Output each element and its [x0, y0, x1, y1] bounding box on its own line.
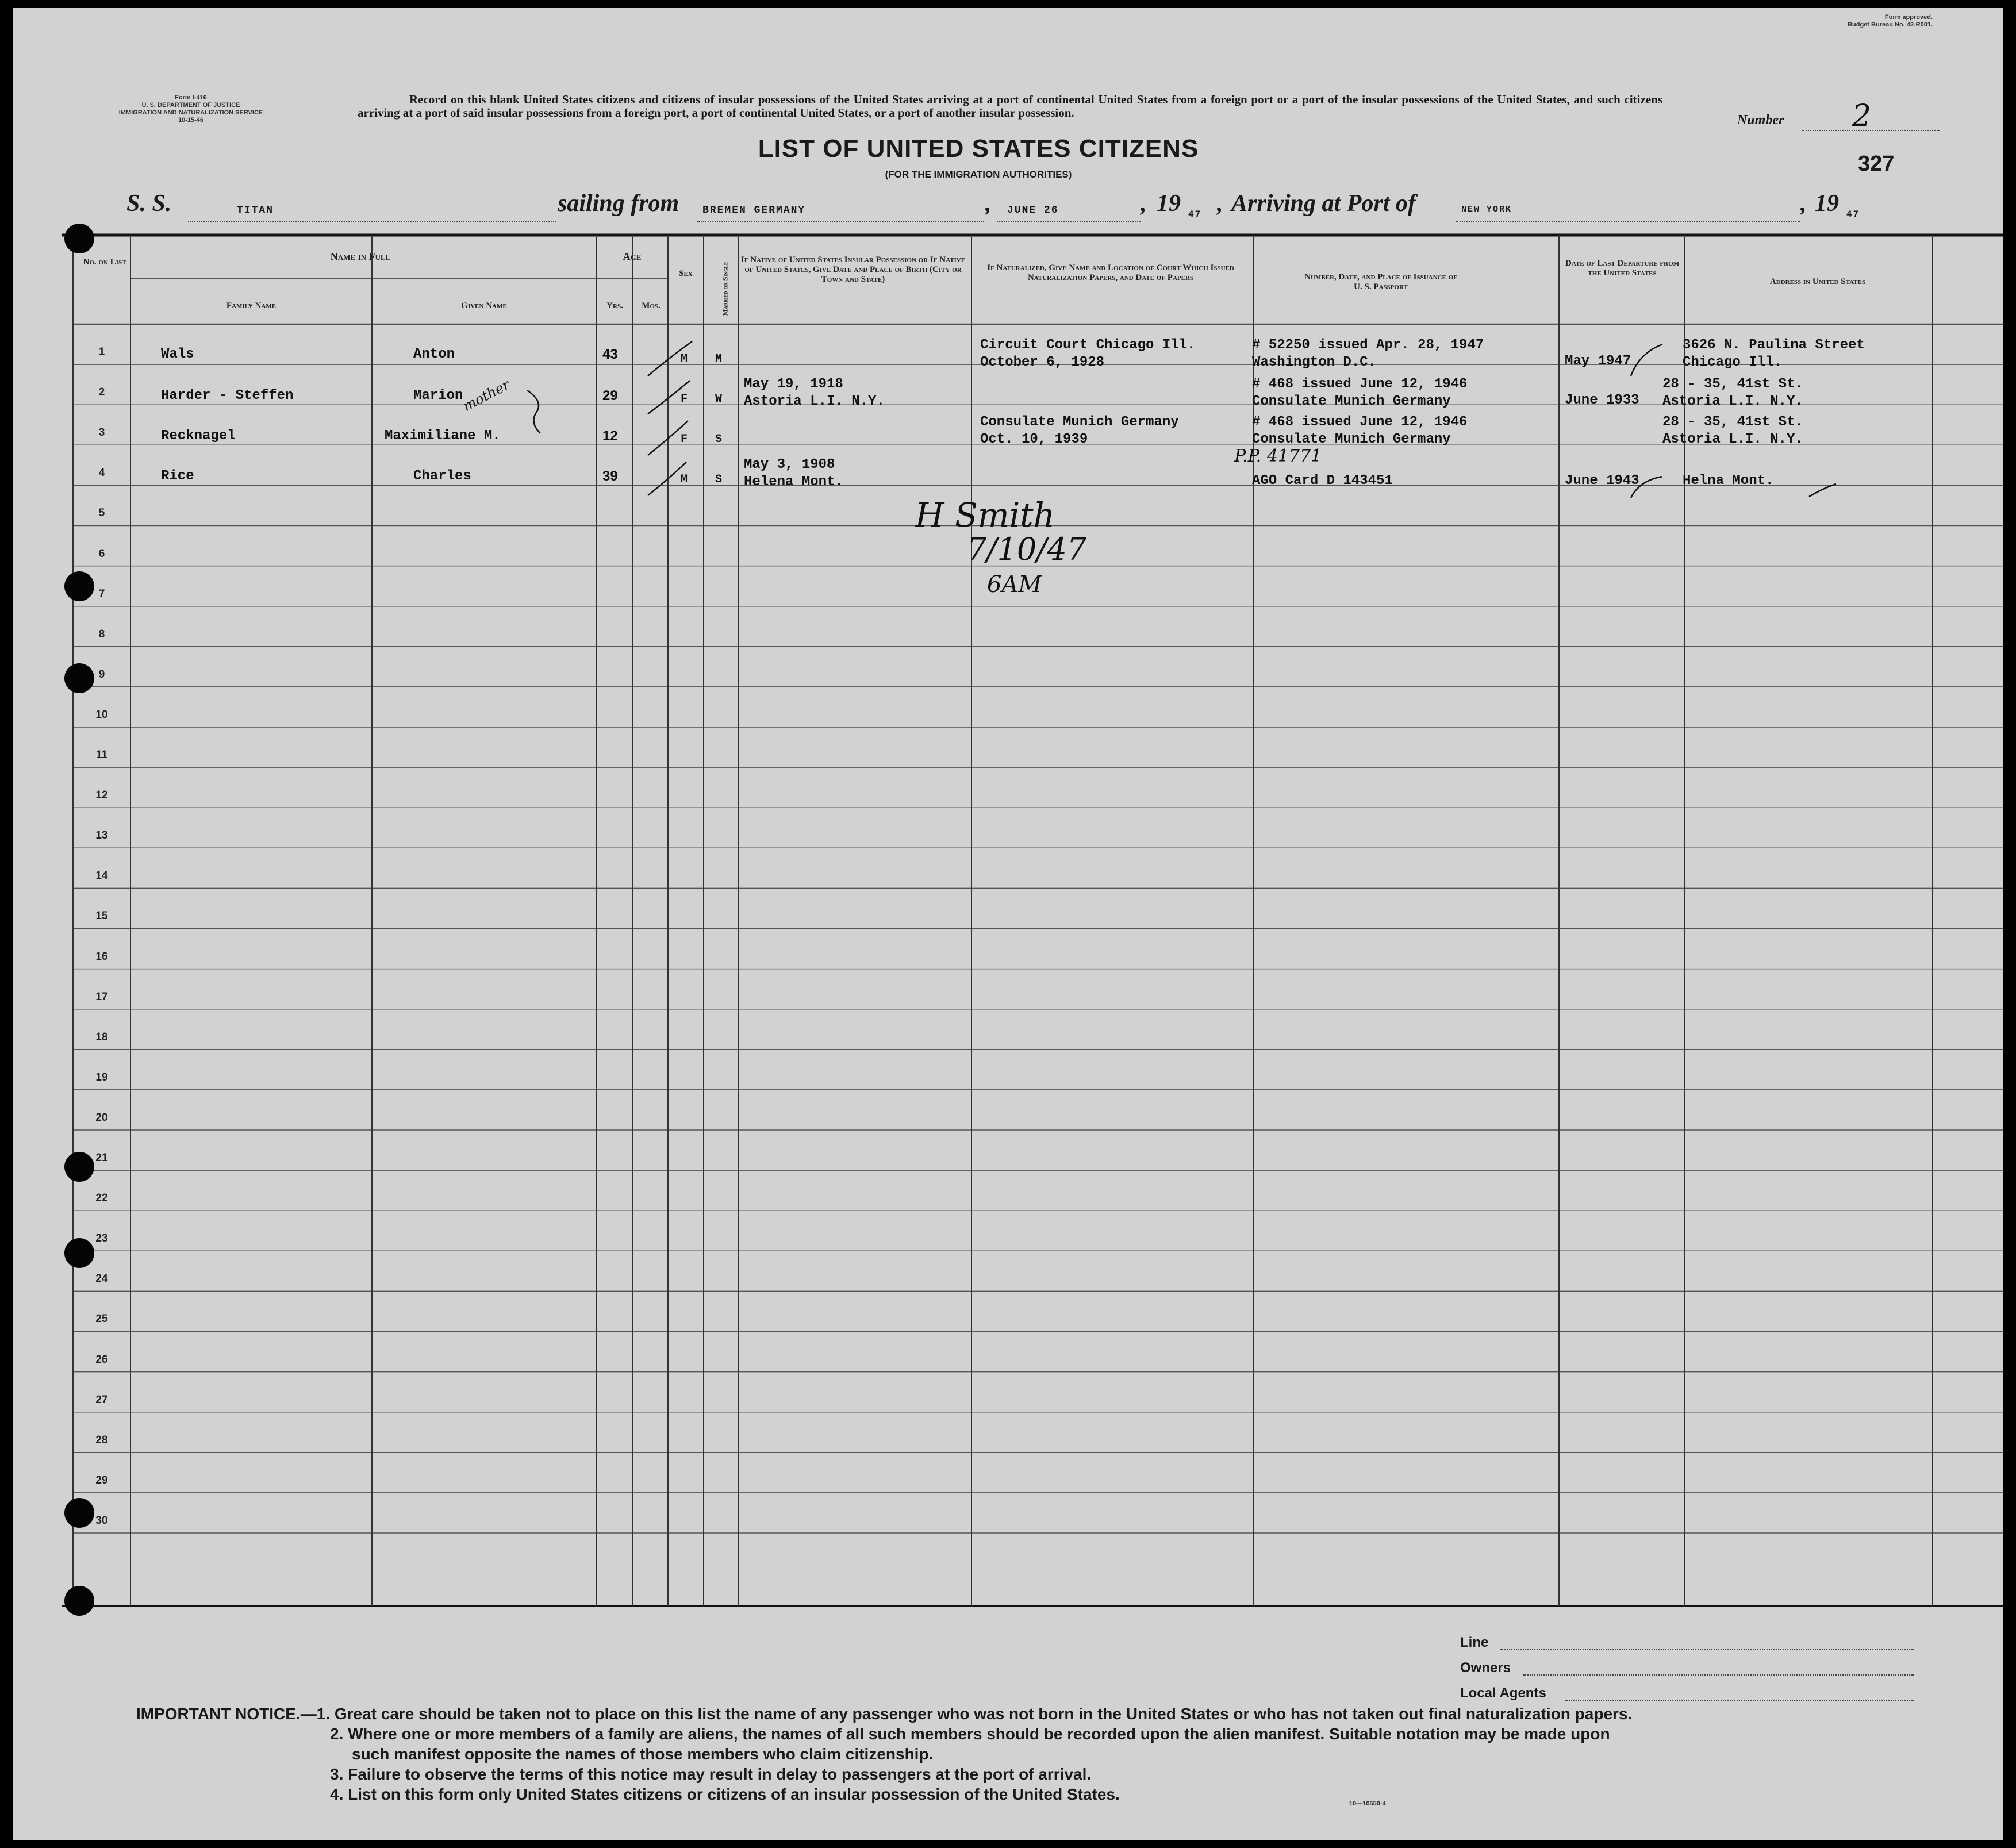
sex: F: [681, 433, 688, 446]
form-date: 10-15-46: [178, 117, 204, 124]
row-number: 7: [98, 587, 105, 600]
departure: May 1947: [1565, 354, 1631, 369]
col-sex: Sex: [679, 269, 693, 278]
given-name: Anton: [413, 347, 455, 362]
sail-date: JUNE 26: [1007, 205, 1059, 216]
age-years: 29: [602, 388, 618, 404]
col-name-in-full: Name in Full: [330, 251, 391, 262]
inspection-time: 6AM: [987, 571, 1042, 598]
local-agents-field: [1565, 1700, 1914, 1701]
sailing-label: sailing from: [558, 190, 679, 217]
arriving-label: Arriving at Port of: [1231, 190, 1416, 217]
naturalization: Consulate Munich Germany Oct. 10, 1939: [980, 414, 1179, 447]
notice-item-2b: such manifest opposite the names of those members who claim citizenship.: [352, 1745, 934, 1763]
manifest-sheet: [13, 8, 2003, 1840]
sail-year: 47: [1188, 209, 1202, 220]
address: Helna Mont.: [1683, 473, 1774, 489]
col-married: Married or Single: [721, 262, 729, 316]
local-agents-label: Local Agents: [1460, 1685, 1546, 1701]
departure: June 1943: [1565, 473, 1639, 489]
page-title: LIST OF UNITED STATES CITIZENS: [758, 135, 1199, 163]
row-number: 18: [95, 1031, 108, 1043]
comma-4: ,: [1800, 190, 1807, 217]
row-number: 16: [95, 950, 108, 963]
comma-2: ,: [1141, 190, 1147, 217]
row-number: 23: [95, 1232, 108, 1245]
passport: # 52250 issued Apr. 28, 1947 Washington D.C.: [1252, 337, 1484, 370]
sex: F: [681, 393, 688, 406]
passport: # 468 issued June 12, 1946 Consulate Munich Germany: [1252, 376, 1468, 409]
line-label: Line: [1460, 1635, 1489, 1650]
address: 3626 N. Paulina Street Chicago Ill.: [1683, 337, 1865, 370]
comma-1: ,: [985, 190, 992, 217]
punch-hole: [64, 1586, 94, 1616]
col-departure: Date of Last Departure from the United States: [1565, 259, 1680, 278]
row-number: 3: [98, 427, 105, 439]
marital-status: M: [715, 352, 723, 366]
row-number: 12: [95, 789, 108, 802]
given-name: Marion: [413, 388, 463, 404]
marital-status: S: [715, 473, 723, 486]
budget-number: Budget Bureau No. 43-R001.: [1848, 21, 1933, 28]
notice-label: IMPORTANT NOTICE.: [136, 1705, 301, 1723]
row-number: 5: [98, 507, 105, 520]
check-mark: [1631, 477, 1662, 498]
punch-hole: [64, 1498, 94, 1528]
check-mark: [648, 341, 692, 376]
row-number: 4: [98, 467, 105, 479]
notice-item-2a: 2. Where one or more members of a family are aliens, the names of all such members should be recorded upon the alien manifest. Suitable notation may be made upon: [330, 1725, 1610, 1743]
check-mark: [648, 462, 686, 495]
check-mark: [648, 421, 688, 455]
row-number: 19: [95, 1071, 108, 1084]
instructions: Record on this blank United States citizens and citizens of insular possessions of the United States arriving at a port of continental United States from a foreign port or a port of the insular possessions of the United States, and such citizens arriving at a port of said insular possessions from a foreign port, a port of continental United States, or a port of another insular possession.: [358, 93, 1662, 120]
notice-item-3: 3. Failure to observe the terms of this notice may result in delay to passengers at the port of arrival.: [330, 1765, 1092, 1783]
col-age: Age: [623, 251, 642, 262]
punch-hole: [64, 571, 94, 601]
stamp-number: 327: [1858, 152, 1895, 176]
age-years: 43: [602, 347, 618, 362]
to-port: NEW YORK: [1461, 205, 1512, 214]
given-name: Charles: [413, 468, 471, 484]
form-approved: Form approved.: [1884, 14, 1933, 21]
ship-name: TITAN: [237, 205, 274, 216]
notice-item-4: 4. List on this form only United States citizens or citizens of an insular possession of the United States.: [330, 1785, 1120, 1803]
row-number: 14: [95, 870, 108, 882]
department: U. S. DEPARTMENT OF JUSTICE: [141, 102, 240, 109]
row-number: 6: [98, 547, 105, 560]
number-value: 2: [1852, 99, 1872, 133]
notice-item-1: —1. Great care should be taken not to place on this list the name of any passenger who was not born in the United States or who has not taken out final naturalization papers.: [300, 1705, 1633, 1723]
row-number: 26: [95, 1353, 108, 1366]
col-passport: Number, Date, and Place of Issuance of U. S. Passport: [1304, 272, 1457, 291]
age-years: 12: [602, 428, 618, 444]
ss-label: S. S.: [126, 190, 172, 217]
row-number: 28: [95, 1434, 108, 1446]
row-number: 24: [95, 1273, 108, 1285]
sex: M: [681, 352, 688, 366]
row-number: 20: [95, 1111, 108, 1124]
birth-info: May 3, 1908 Helena Mont.: [744, 457, 843, 490]
row-number: 13: [95, 829, 108, 842]
col-given-name: Given Name: [461, 301, 507, 310]
row-number: 1: [98, 346, 105, 358]
departure: June 1933: [1565, 393, 1639, 408]
passport: # 468 issued June 12, 1946 Consulate Munich Germany: [1252, 414, 1468, 447]
passport: AGO Card D 143451: [1252, 473, 1393, 489]
birth-info: May 19, 1918 Astoria L.I. N.Y.: [744, 376, 885, 409]
row-number: 29: [95, 1474, 108, 1486]
row-number: 30: [95, 1514, 108, 1527]
marital-status: W: [715, 393, 723, 406]
service: IMMIGRATION AND NATURALIZATION SERVICE: [118, 109, 263, 116]
col-native: If Native of United States Insular Possession or If Native of United States, Give Date and Place of Birth (City or Town and State): [740, 255, 966, 284]
row-number: 2: [98, 386, 105, 399]
check-mark: [1809, 484, 1836, 497]
row-number: 10: [95, 708, 108, 721]
print-code: 10—10550-4: [1349, 1800, 1386, 1807]
check-mark: [648, 381, 690, 414]
row-number: 22: [95, 1192, 108, 1205]
col-family-name: Family Name: [226, 301, 277, 310]
col-no: No. on List: [83, 258, 126, 267]
form-id: Form I-416: [175, 94, 207, 101]
year-prefix-2: 19: [1815, 190, 1839, 217]
row-number: 15: [95, 910, 108, 923]
col-address: Address in United States: [1769, 277, 1866, 286]
family-name: Harder - Steffen: [161, 388, 294, 404]
check-mark: [1631, 344, 1662, 376]
from-port: BREMEN GERMANY: [702, 205, 806, 216]
address: 28 - 35, 41st St. Astoria L.I. N.Y.: [1662, 414, 1803, 447]
passport-note: P.P. 41771: [1234, 446, 1322, 466]
owners-field: [1523, 1674, 1914, 1676]
family-name: Recknagel: [161, 428, 236, 444]
row-number: 25: [95, 1313, 108, 1326]
row-number: 9: [98, 668, 105, 681]
row-number: 11: [95, 749, 108, 761]
age-years: 39: [602, 468, 618, 484]
col-yrs: Yrs.: [606, 301, 623, 310]
row-number: 17: [95, 990, 108, 1003]
owners-label: Owners: [1460, 1660, 1511, 1676]
sex: M: [681, 473, 688, 486]
row-number: 21: [95, 1152, 108, 1164]
address: 28 - 35, 41st St. Astoria L.I. N.Y.: [1662, 376, 1803, 409]
year-prefix-1: 19: [1157, 190, 1181, 217]
punch-hole: [64, 1152, 94, 1182]
mother-note: mother: [460, 376, 513, 415]
marital-status: S: [715, 433, 723, 446]
number-label: Number: [1737, 113, 1784, 128]
row-number: 27: [95, 1393, 108, 1406]
family-name: Rice: [161, 468, 194, 484]
page-subtitle: (FOR THE IMMIGRATION AUTHORITIES): [885, 169, 1072, 180]
family-name: Wals: [161, 347, 194, 362]
inspector-signature: H Smith: [915, 495, 1055, 535]
arrive-year: 47: [1846, 209, 1860, 220]
notice-1: [136, 1704, 1632, 1724]
bracket-mark: [527, 390, 540, 433]
line-field: [1500, 1649, 1914, 1650]
given-name: Maximiliane M.: [385, 428, 501, 444]
col-naturalized: If Naturalized, Give Name and Location of Court Which Issued Naturalization Papers, and Date of Papers: [987, 263, 1234, 282]
col-mos: Mos.: [642, 301, 661, 310]
naturalization: Circuit Court Chicago Ill. October 6, 1928: [980, 337, 1196, 370]
punch-hole: [64, 1238, 94, 1268]
punch-hole: [64, 224, 94, 253]
punch-hole: [64, 663, 94, 693]
comma-3: ,: [1217, 190, 1223, 217]
inspection-date: 7/10/47: [967, 531, 1087, 567]
row-number: 8: [98, 628, 105, 640]
check-marks: [13, 8, 2003, 1840]
